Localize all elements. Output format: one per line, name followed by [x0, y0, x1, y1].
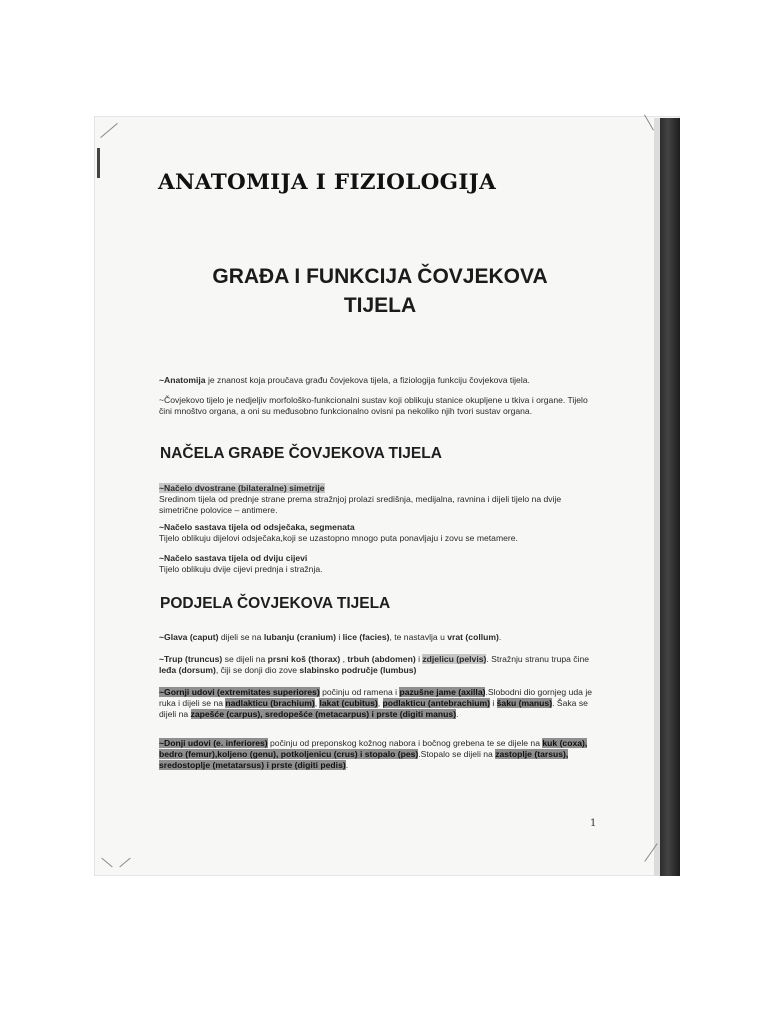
division-gornji-udovi: ~Gornji udovi (extremitates superiores) počinju od ramena i pazušne jame (axilla).Slobodni dio gornjeg uda je ruka i dijeli se na nadlakticu (brachium), lakat (cubitus), podlakticu (antebrachium) i šaku (manus). Šaka se dijeli na zapešće (carpus), sredopešće (metacarpus) i prste (digiti manus).: [159, 687, 593, 719]
term-anatomija: ~Anatomija: [159, 375, 206, 385]
intro-paragraph-1: [159, 375, 599, 386]
scan-dark-edge: [660, 118, 680, 876]
intro-paragraph-2: [159, 395, 589, 417]
section-heading-podjela: PODJELA ČOVJEKOVA TIJELA: [160, 595, 391, 612]
division-donji-udovi: ~Donji udovi (e. inferiores) počinju od preponskog kožnog nabora i bočnog grebena te se dijele na kuk (coxa), bedro (femur),koljeno (genu), potkoljenicu (crus) i stopalo (pes).Stopalo se dijeli na zastoplje (tarsus), sredostoplje (metatarsus) i prste (digiti pedis).: [159, 738, 588, 770]
principle-title: ~Načelo dvostrane (bilateralne) simetrije: [159, 483, 325, 493]
division-glava: ~Glava (caput) dijeli se na lubanju (cranium) i lice (facies), te nastavlja u vrat (collum).: [159, 632, 502, 642]
intro-text: ~Čovjekovo tijelo je nedjeljiv morfološko-funkcionalni sustav koji oblikuju stanice okupljene u tkiva i organe. Tijelo čini mnoštvo organa, a oni su međusobno funkcionalno ovisni pa nekoliko njih tvori sustav organa.: [159, 395, 588, 416]
principle-body: Sredinom tijela od prednje strane prema stražnjoj prolazi središnja, medijalna, ravnina i dijeli tijelo na dvije simetrične polovice – antimere.: [159, 494, 562, 515]
principle-body: Tijelo oblikuju dvije cijevi prednja i stražnja.: [159, 564, 323, 574]
principle-1: [159, 483, 589, 516]
principle-title: ~Načelo sastava tijela od dviju cijevi: [159, 553, 308, 563]
subtitle: [160, 262, 600, 320]
main-title: ANATOMIJA I FIZIOLOGIJA: [158, 170, 497, 195]
binder-mark: [97, 148, 100, 178]
section-heading-nacela: NAČELA GRAĐE ČOVJEKOVA TIJELA: [160, 445, 442, 462]
principle-body: Tijelo oblikuju dijelovi odsječaka,koji se uzastopno mnogo puta ponavljaju i zovu se metamere.: [159, 533, 518, 543]
principle-title: ~Načelo sastava tijela od odsječaka, segmenata: [159, 522, 355, 532]
page-number: 1: [590, 818, 597, 829]
subtitle-line-2: TIJELA: [343, 294, 417, 317]
division-trup: ~Trup (truncus) se dijeli na prsni koš (thorax) , trbuh (abdomen) i zdjelicu (pelvis). Stražnju stranu trupa čine leđa (dorsum), čiji se donji dio zove slabinsko područje (lumbus): [159, 654, 590, 675]
subtitle-line-1: GRAĐA I FUNKCIJA ČOVJEKOVA: [212, 265, 548, 288]
principle-3: [159, 553, 599, 575]
intro-text: je znanost koja proučava građu čovjekova tijela, a fiziologija funkciju čovjekova tijela.: [205, 375, 530, 385]
principle-2: [159, 522, 594, 544]
